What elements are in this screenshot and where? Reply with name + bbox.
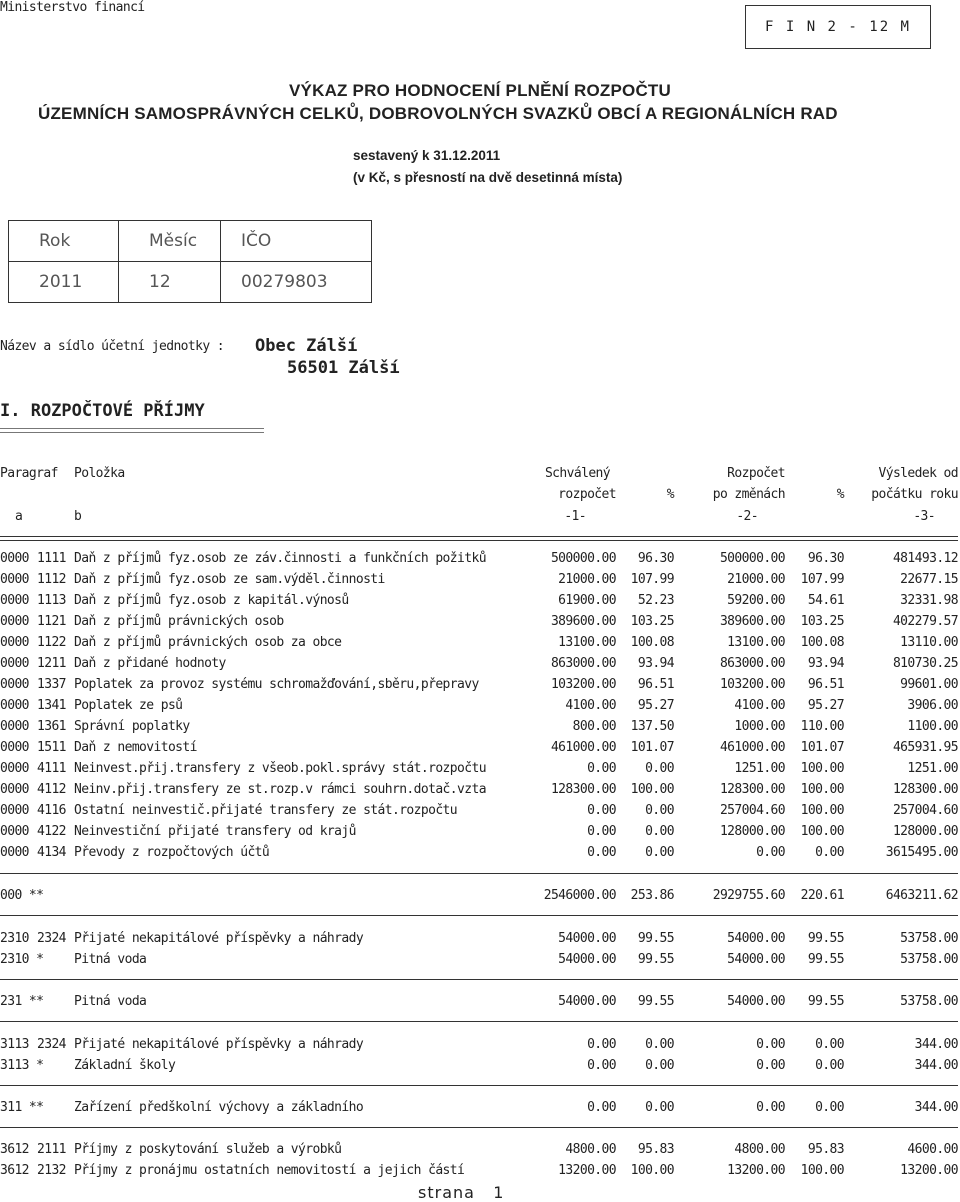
row-vysledek: 128000.00 [892, 824, 958, 839]
row-paragraf: 0000 [0, 845, 29, 860]
col-b: b [74, 509, 82, 524]
mesic-value: 12 [119, 262, 221, 303]
row-vysledek: 465931.95 [892, 740, 958, 755]
table-row [0, 845, 960, 866]
form-code-box: F I N 2 - 12 M [745, 5, 931, 49]
row-po-zmenach: 1251.00 [734, 761, 785, 776]
table-row [0, 1163, 960, 1184]
row-vysledek: 344.00 [914, 1058, 958, 1073]
row-vysledek: 22677.15 [900, 572, 958, 587]
row-name: Daň z přidané hodnoty [74, 656, 226, 671]
row-schvaleny: 389600.00 [550, 614, 616, 629]
row-pct1: 99.55 [637, 994, 674, 1009]
col-pct1: % [666, 487, 674, 502]
row-schvaleny: 21000.00 [558, 572, 616, 587]
row-vysledek: 257004.60 [892, 803, 958, 818]
row-schvaleny: 0.00 [587, 761, 616, 776]
row-vysledek: 6463211.62 [885, 888, 958, 903]
row-paragraf: 0000 [0, 761, 29, 776]
row-pct1: 107.99 [630, 572, 674, 587]
subtotal-rule [0, 873, 958, 874]
row-name: Daň z nemovitostí [74, 740, 197, 755]
row-pct1: 96.30 [637, 551, 674, 566]
table-row [0, 614, 960, 635]
row-name: Daň z příjmů právnických osob za obce [74, 635, 342, 650]
row-paragraf: 0000 [0, 656, 29, 671]
row-pct1: 0.00 [645, 1058, 674, 1073]
row-polozka: 1122 [37, 635, 66, 650]
row-pct1: 101.07 [630, 740, 674, 755]
row-pct2: 100.00 [800, 761, 844, 776]
row-pct2: 96.30 [807, 551, 844, 566]
units-note: (v Kč, s přesností na dvě desetinná místa) [353, 170, 623, 185]
row-pct1: 99.55 [637, 931, 674, 946]
row-name: Převody z rozpočtových účtů [74, 845, 270, 860]
compiled-date: sestavený k 31.12.2011 [353, 148, 501, 163]
row-vysledek: 344.00 [914, 1100, 958, 1115]
row-po-zmenach: 0.00 [756, 1058, 785, 1073]
row-schvaleny: 61900.00 [558, 593, 616, 608]
col-n1: -1- [564, 509, 586, 524]
row-polozka: 1111 [37, 551, 66, 566]
col-paragraf: Paragraf [0, 466, 58, 481]
row-pct2: 99.55 [807, 931, 844, 946]
row-vysledek: 1251.00 [907, 761, 958, 776]
row-schvaleny: 4100.00 [565, 698, 616, 713]
row-paragraf: 3113 [0, 1037, 29, 1052]
period-info-table [8, 220, 372, 303]
row-vysledek: 481493.12 [892, 551, 958, 566]
row-vysledek: 4600.00 [907, 1142, 958, 1157]
row-pct1: 0.00 [645, 803, 674, 818]
row-pct1: 95.83 [637, 1142, 674, 1157]
row-pct1: 0.00 [645, 845, 674, 860]
ministry-label: Ministerstvo financí [0, 0, 145, 15]
row-polozka: 1113 [37, 593, 66, 608]
row-pct2: 93.94 [807, 656, 844, 671]
row-pct2: 100.00 [800, 782, 844, 797]
col-vysledek-1: Výsledek od [878, 466, 958, 481]
col-po-zmenach-1: Rozpočet [727, 466, 785, 481]
row-paragraf: 311 ** [0, 1100, 44, 1115]
row-po-zmenach: 13200.00 [727, 1163, 785, 1178]
mesic-label: Měsíc [119, 221, 221, 262]
row-name: Pitná voda [74, 952, 147, 967]
row-schvaleny: 128300.00 [550, 782, 616, 797]
row-pct2: 100.00 [800, 1163, 844, 1178]
row-pct2: 0.00 [815, 1100, 844, 1115]
row-po-zmenach: 863000.00 [719, 656, 785, 671]
row-pct1: 93.94 [637, 656, 674, 671]
page-label: strana [418, 1183, 475, 1202]
page-number: 1 [493, 1183, 505, 1202]
row-pct1: 0.00 [645, 1037, 674, 1052]
row-pct2: 99.55 [807, 952, 844, 967]
row-vysledek: 1100.00 [907, 719, 958, 734]
row-po-zmenach: 2929755.60 [712, 888, 785, 903]
row-schvaleny: 800.00 [572, 719, 616, 734]
row-paragraf: 3612 [0, 1142, 29, 1157]
group-rule [0, 979, 958, 980]
row-vysledek: 32331.98 [900, 593, 958, 608]
col-pct2: % [836, 487, 844, 502]
row-schvaleny: 13200.00 [558, 1163, 616, 1178]
row-schvaleny: 54000.00 [558, 931, 616, 946]
row-pct1: 103.25 [630, 614, 674, 629]
subtotal-row [0, 888, 960, 909]
row-polozka: 1112 [37, 572, 66, 587]
row-polozka: 2132 [37, 1163, 66, 1178]
group-rule [0, 1021, 958, 1022]
row-pct2: 0.00 [815, 1037, 844, 1052]
row-vysledek: 99601.00 [900, 677, 958, 692]
table-row [0, 1142, 960, 1163]
row-polozka: 4134 [37, 845, 66, 860]
row-po-zmenach: 461000.00 [719, 740, 785, 755]
report-title-line1: VÝKAZ PRO HODNOCENÍ PLNĚNÍ ROZPOČTU [289, 81, 671, 100]
row-name: Ostatní neinvestič.přijaté transfery ze stát.rozpočtu [74, 803, 458, 818]
table-row [0, 656, 960, 677]
row-schvaleny: 0.00 [587, 845, 616, 860]
row-name: Správní poplatky [74, 719, 190, 734]
row-schvaleny: 103200.00 [550, 677, 616, 692]
col-n3: -3- [913, 509, 935, 524]
row-pct2: 100.08 [800, 635, 844, 650]
row-vysledek: 13200.00 [900, 1163, 958, 1178]
row-vysledek: 53758.00 [900, 952, 958, 967]
row-paragraf: 0000 [0, 803, 29, 818]
entity-label: Název a sídlo účetní jednotky : [0, 339, 225, 354]
table-row [0, 782, 960, 803]
row-name: Poplatek za provoz systému schromažďování,sběru,přepravy [74, 677, 479, 692]
table-row [0, 677, 960, 698]
row-po-zmenach: 4100.00 [734, 698, 785, 713]
row-pct2: 100.00 [800, 824, 844, 839]
row-schvaleny: 0.00 [587, 1037, 616, 1052]
subtotal-row [0, 1100, 960, 1121]
row-pct2: 107.99 [800, 572, 844, 587]
row-pct2: 0.00 [815, 845, 844, 860]
row-schvaleny: 2546000.00 [543, 888, 616, 903]
row-name: Přijaté nekapitálové příspěvky a náhrady [74, 931, 364, 946]
table-row [0, 931, 960, 952]
row-paragraf: 2310 [0, 931, 29, 946]
entity-address: 56501 Zálší [287, 358, 400, 378]
row-pct1: 0.00 [645, 1100, 674, 1115]
subtotal-row [0, 952, 960, 973]
row-po-zmenach: 128000.00 [719, 824, 785, 839]
row-schvaleny: 54000.00 [558, 994, 616, 1009]
row-po-zmenach: 103200.00 [719, 677, 785, 692]
row-pct1: 100.08 [630, 635, 674, 650]
row-name: Základní školy [74, 1058, 176, 1073]
table-row [0, 761, 960, 782]
rok-label: Rok [9, 221, 119, 262]
row-po-zmenach: 500000.00 [719, 551, 785, 566]
table-row [0, 719, 960, 740]
row-polozka: 2111 [37, 1142, 66, 1157]
row-name: Neinvestiční přijaté transfery od krajů [74, 824, 356, 839]
page-footer [418, 1183, 504, 1202]
row-pct1: 253.86 [630, 888, 674, 903]
row-polozka: 4112 [37, 782, 66, 797]
row-pct1: 96.51 [637, 677, 674, 692]
row-vysledek: 3906.00 [907, 698, 958, 713]
col-schvaleny-2: rozpočet [558, 487, 616, 502]
row-vysledek: 128300.00 [892, 782, 958, 797]
row-polozka: 4122 [37, 824, 66, 839]
row-vysledek: 3615495.00 [885, 845, 958, 860]
row-polozka: 4116 [37, 803, 66, 818]
section-title: I. ROZPOČTOVÉ PŘÍJMY [0, 401, 205, 421]
row-name: Daň z příjmů fyz.osob ze záv.činnosti a funkčních požitků [74, 551, 486, 566]
row-pct1: 100.00 [630, 1163, 674, 1178]
row-schvaleny: 500000.00 [550, 551, 616, 566]
table-row [0, 635, 960, 656]
row-po-zmenach: 13100.00 [727, 635, 785, 650]
row-po-zmenach: 21000.00 [727, 572, 785, 587]
row-pct2: 95.27 [807, 698, 844, 713]
row-paragraf: 0000 [0, 614, 29, 629]
row-po-zmenach: 4800.00 [734, 1142, 785, 1157]
row-po-zmenach: 128300.00 [719, 782, 785, 797]
row-pct2: 220.61 [800, 888, 844, 903]
row-schvaleny: 0.00 [587, 1100, 616, 1115]
row-po-zmenach: 54000.00 [727, 931, 785, 946]
row-schvaleny: 0.00 [587, 803, 616, 818]
row-paragraf: 0000 [0, 782, 29, 797]
row-paragraf: 231 ** [0, 994, 44, 1009]
row-pct1: 137.50 [630, 719, 674, 734]
row-paragraf: 0000 [0, 572, 29, 587]
table-row [0, 551, 960, 572]
col-po-zmenach-2: po změnách [712, 487, 785, 502]
row-vysledek: 13110.00 [900, 635, 958, 650]
col-polozka: Položka [74, 466, 125, 481]
row-pct2: 99.55 [807, 994, 844, 1009]
row-paragraf: 3113 * [0, 1058, 44, 1073]
row-schvaleny: 54000.00 [558, 952, 616, 967]
ico-value: 00279803 [221, 262, 372, 303]
row-vysledek: 344.00 [914, 1037, 958, 1052]
row-pct1: 95.27 [637, 698, 674, 713]
row-pct2: 100.00 [800, 803, 844, 818]
section-underline [0, 428, 264, 433]
row-pct2: 103.25 [800, 614, 844, 629]
row-pct2: 54.61 [807, 593, 844, 608]
row-po-zmenach: 54000.00 [727, 952, 785, 967]
row-paragraf: 2310 * [0, 952, 44, 967]
row-pct2: 95.83 [807, 1142, 844, 1157]
row-schvaleny: 0.00 [587, 824, 616, 839]
report-title-line2: ÚZEMNÍCH SAMOSPRÁVNÝCH CELKŮ, DOBROVOLNÝCH SVAZKŮ OBCÍ A REGIONÁLNÍCH RAD [38, 104, 838, 123]
row-paragraf: 0000 [0, 740, 29, 755]
header-rule [0, 536, 958, 541]
group-rule [0, 1127, 958, 1128]
row-name: Zařízení předškolní výchovy a základního [74, 1100, 364, 1115]
row-polozka: 4111 [37, 761, 66, 776]
row-polozka: 1341 [37, 698, 66, 713]
row-pct1: 0.00 [645, 761, 674, 776]
row-vysledek: 53758.00 [900, 931, 958, 946]
row-paragraf: 0000 [0, 593, 29, 608]
row-schvaleny: 863000.00 [550, 656, 616, 671]
row-po-zmenach: 0.00 [756, 1037, 785, 1052]
row-pct2: 101.07 [800, 740, 844, 755]
row-paragraf: 0000 [0, 677, 29, 692]
row-polozka: 1211 [37, 656, 66, 671]
row-pct1: 52.23 [637, 593, 674, 608]
subtotal-row [0, 1058, 960, 1079]
row-name: Neinvest.přij.transfery z všeob.pokl.správy stát.rozpočtu [74, 761, 486, 776]
row-pct1: 0.00 [645, 824, 674, 839]
table-row [0, 698, 960, 719]
col-a: a [15, 509, 23, 524]
rok-value: 2011 [9, 262, 119, 303]
col-n2: -2- [736, 509, 758, 524]
row-name: Příjmy z poskytování služeb a výrobků [74, 1142, 342, 1157]
group-rule [0, 1085, 958, 1086]
row-polozka: 2324 [37, 931, 66, 946]
ico-label: IČO [221, 221, 372, 262]
row-po-zmenach: 257004.60 [719, 803, 785, 818]
col-vysledek-2: počátku roku [871, 487, 958, 502]
row-schvaleny: 461000.00 [550, 740, 616, 755]
table-row [0, 572, 960, 593]
row-vysledek: 810730.25 [892, 656, 958, 671]
row-name: Neinv.přij.transfery ze st.rozp.v rámci souhrn.dotač.vzta [74, 782, 486, 797]
row-paragraf: 0000 [0, 698, 29, 713]
row-schvaleny: 13100.00 [558, 635, 616, 650]
row-paragraf: 0000 [0, 551, 29, 566]
row-name: Příjmy z pronájmu ostatních nemovitostí a jejich částí [74, 1163, 465, 1178]
table-row [0, 824, 960, 845]
row-name: Daň z příjmů fyz.osob ze sam.výděl.činnosti [74, 572, 385, 587]
row-po-zmenach: 59200.00 [727, 593, 785, 608]
row-name: Pitná voda [74, 994, 147, 1009]
row-po-zmenach: 1000.00 [734, 719, 785, 734]
row-pct1: 100.00 [630, 782, 674, 797]
row-schvaleny: 0.00 [587, 1058, 616, 1073]
row-paragraf: 0000 [0, 635, 29, 650]
row-name: Přijaté nekapitálové příspěvky a náhrady [74, 1037, 364, 1052]
row-paragraf: 000 ** [0, 888, 44, 903]
row-vysledek: 53758.00 [900, 994, 958, 1009]
row-paragraf: 0000 [0, 824, 29, 839]
row-name: Daň z příjmů fyz.osob z kapitál.výnosů [74, 593, 349, 608]
row-polozka: 2324 [37, 1037, 66, 1052]
row-paragraf: 3612 [0, 1163, 29, 1178]
row-paragraf: 0000 [0, 719, 29, 734]
row-pct2: 110.00 [800, 719, 844, 734]
row-polozka: 1121 [37, 614, 66, 629]
row-schvaleny: 4800.00 [565, 1142, 616, 1157]
row-name: Poplatek ze psů [74, 698, 183, 713]
row-vysledek: 402279.57 [892, 614, 958, 629]
table-row [0, 740, 960, 761]
table-row [0, 803, 960, 824]
row-pct2: 0.00 [815, 1058, 844, 1073]
row-name: Daň z příjmů právnických osob [74, 614, 284, 629]
row-pct1: 99.55 [637, 952, 674, 967]
row-polozka: 1361 [37, 719, 66, 734]
table-row [0, 1037, 960, 1058]
group-rule [0, 915, 958, 916]
row-po-zmenach: 389600.00 [719, 614, 785, 629]
row-pct2: 96.51 [807, 677, 844, 692]
row-po-zmenach: 0.00 [756, 845, 785, 860]
subtotal-row [0, 994, 960, 1015]
row-polozka: 1511 [37, 740, 66, 755]
table-row [0, 593, 960, 614]
col-schvaleny-1: Schválený [544, 466, 610, 481]
row-po-zmenach: 0.00 [756, 1100, 785, 1115]
entity-name: Obec Zálší [255, 336, 358, 356]
row-po-zmenach: 54000.00 [727, 994, 785, 1009]
row-polozka: 1337 [37, 677, 66, 692]
